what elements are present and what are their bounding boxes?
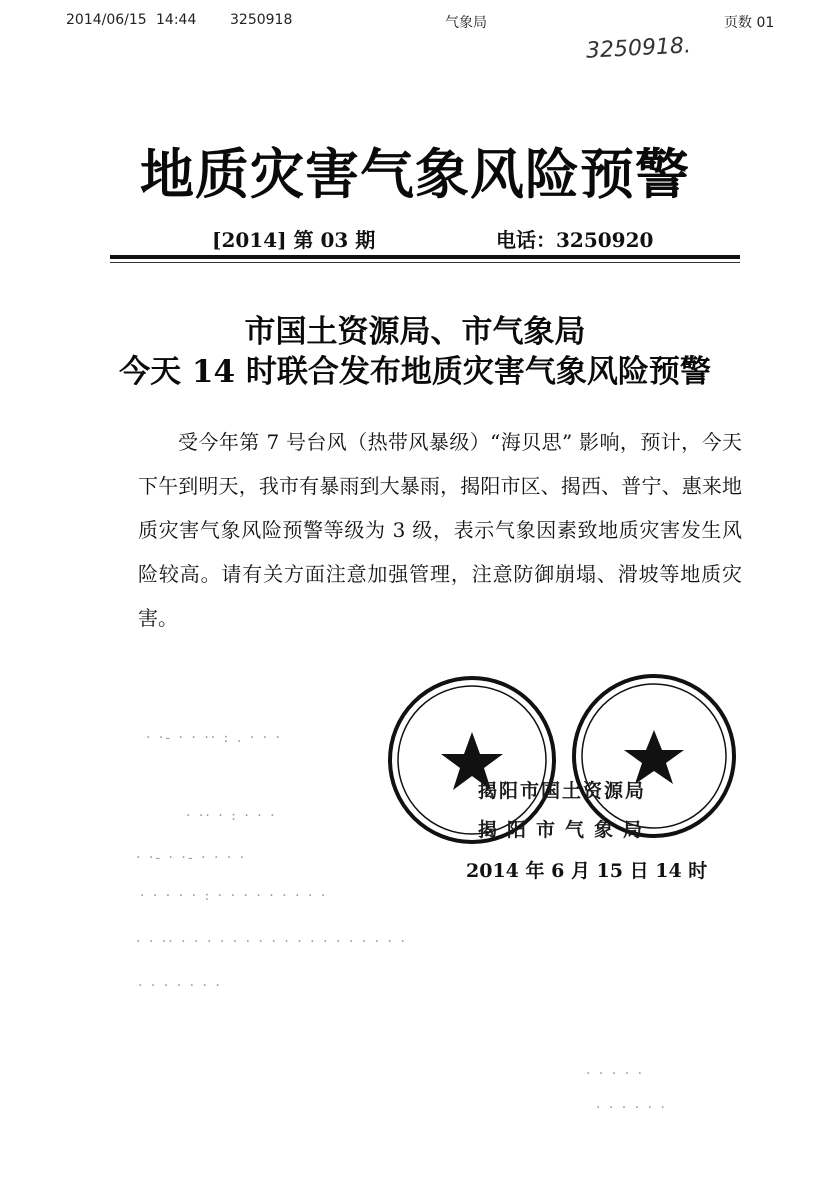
seal-star-icon bbox=[576, 678, 732, 834]
handwritten-note: 3250918. bbox=[585, 33, 692, 64]
scan-noise: · ·- · ·- · · · · bbox=[136, 850, 247, 866]
fax-date: 2014/06/15 bbox=[66, 12, 147, 28]
scan-noise: · · ·· · · · · · · · · · · · · · · · · · · bbox=[136, 934, 407, 950]
headline-line-2: 今天 14 时联合发布地质灾害气象风险预警 bbox=[119, 354, 711, 390]
fax-number: 3250918 bbox=[230, 12, 293, 28]
issue-number: [2014] 第 03 期 bbox=[212, 228, 376, 252]
phone-number: 电话：3250920 bbox=[496, 228, 654, 252]
scan-noise: · · · · · · · bbox=[138, 978, 222, 994]
issue-date: 2014 年 6 月 15 日 14 时 bbox=[466, 860, 708, 882]
body-paragraph: 受今年第 7 号台风（热带风暴级）“海贝思” 影响，预计，今天下午到明天，我市有暴雨到大暴雨，揭阳市区、揭西、普宁、惠来地质灾害气象风险预警等级为 3 级，表示气象因素致地质灾害发生风险较高。请有关方面注意加强管理，注意防御崩塌、滑坡等地质灾害。 bbox=[138, 430, 742, 630]
fax-page-count: 页数 01 bbox=[724, 15, 775, 31]
signatory-land-resources: 揭阳市国土资源局 bbox=[478, 780, 647, 802]
scan-noise: · · · · · · bbox=[596, 1100, 667, 1116]
scan-noise: · ·· · : · · · bbox=[186, 808, 277, 824]
header-rule-thin bbox=[110, 262, 740, 263]
signatory-meteorological: 揭阳市气象局 bbox=[478, 819, 653, 841]
meteorological-seal bbox=[572, 674, 736, 838]
scan-noise: · ·- · · ·· : . · · · bbox=[146, 730, 283, 746]
header-rule-thick bbox=[110, 255, 740, 259]
document-title: 地质灾害气象风险预警 bbox=[140, 143, 690, 206]
headline-line-1: 市国土资源局、市气象局 bbox=[244, 314, 586, 350]
fax-sender: 气象局 bbox=[445, 15, 487, 31]
issue-line bbox=[0, 224, 830, 254]
fax-header bbox=[0, 12, 830, 34]
scan-noise: · · · · · : · · · · · · · · · bbox=[140, 888, 328, 904]
fax-time: 14:44 bbox=[156, 12, 197, 28]
scan-noise: · · · · · bbox=[586, 1066, 645, 1082]
